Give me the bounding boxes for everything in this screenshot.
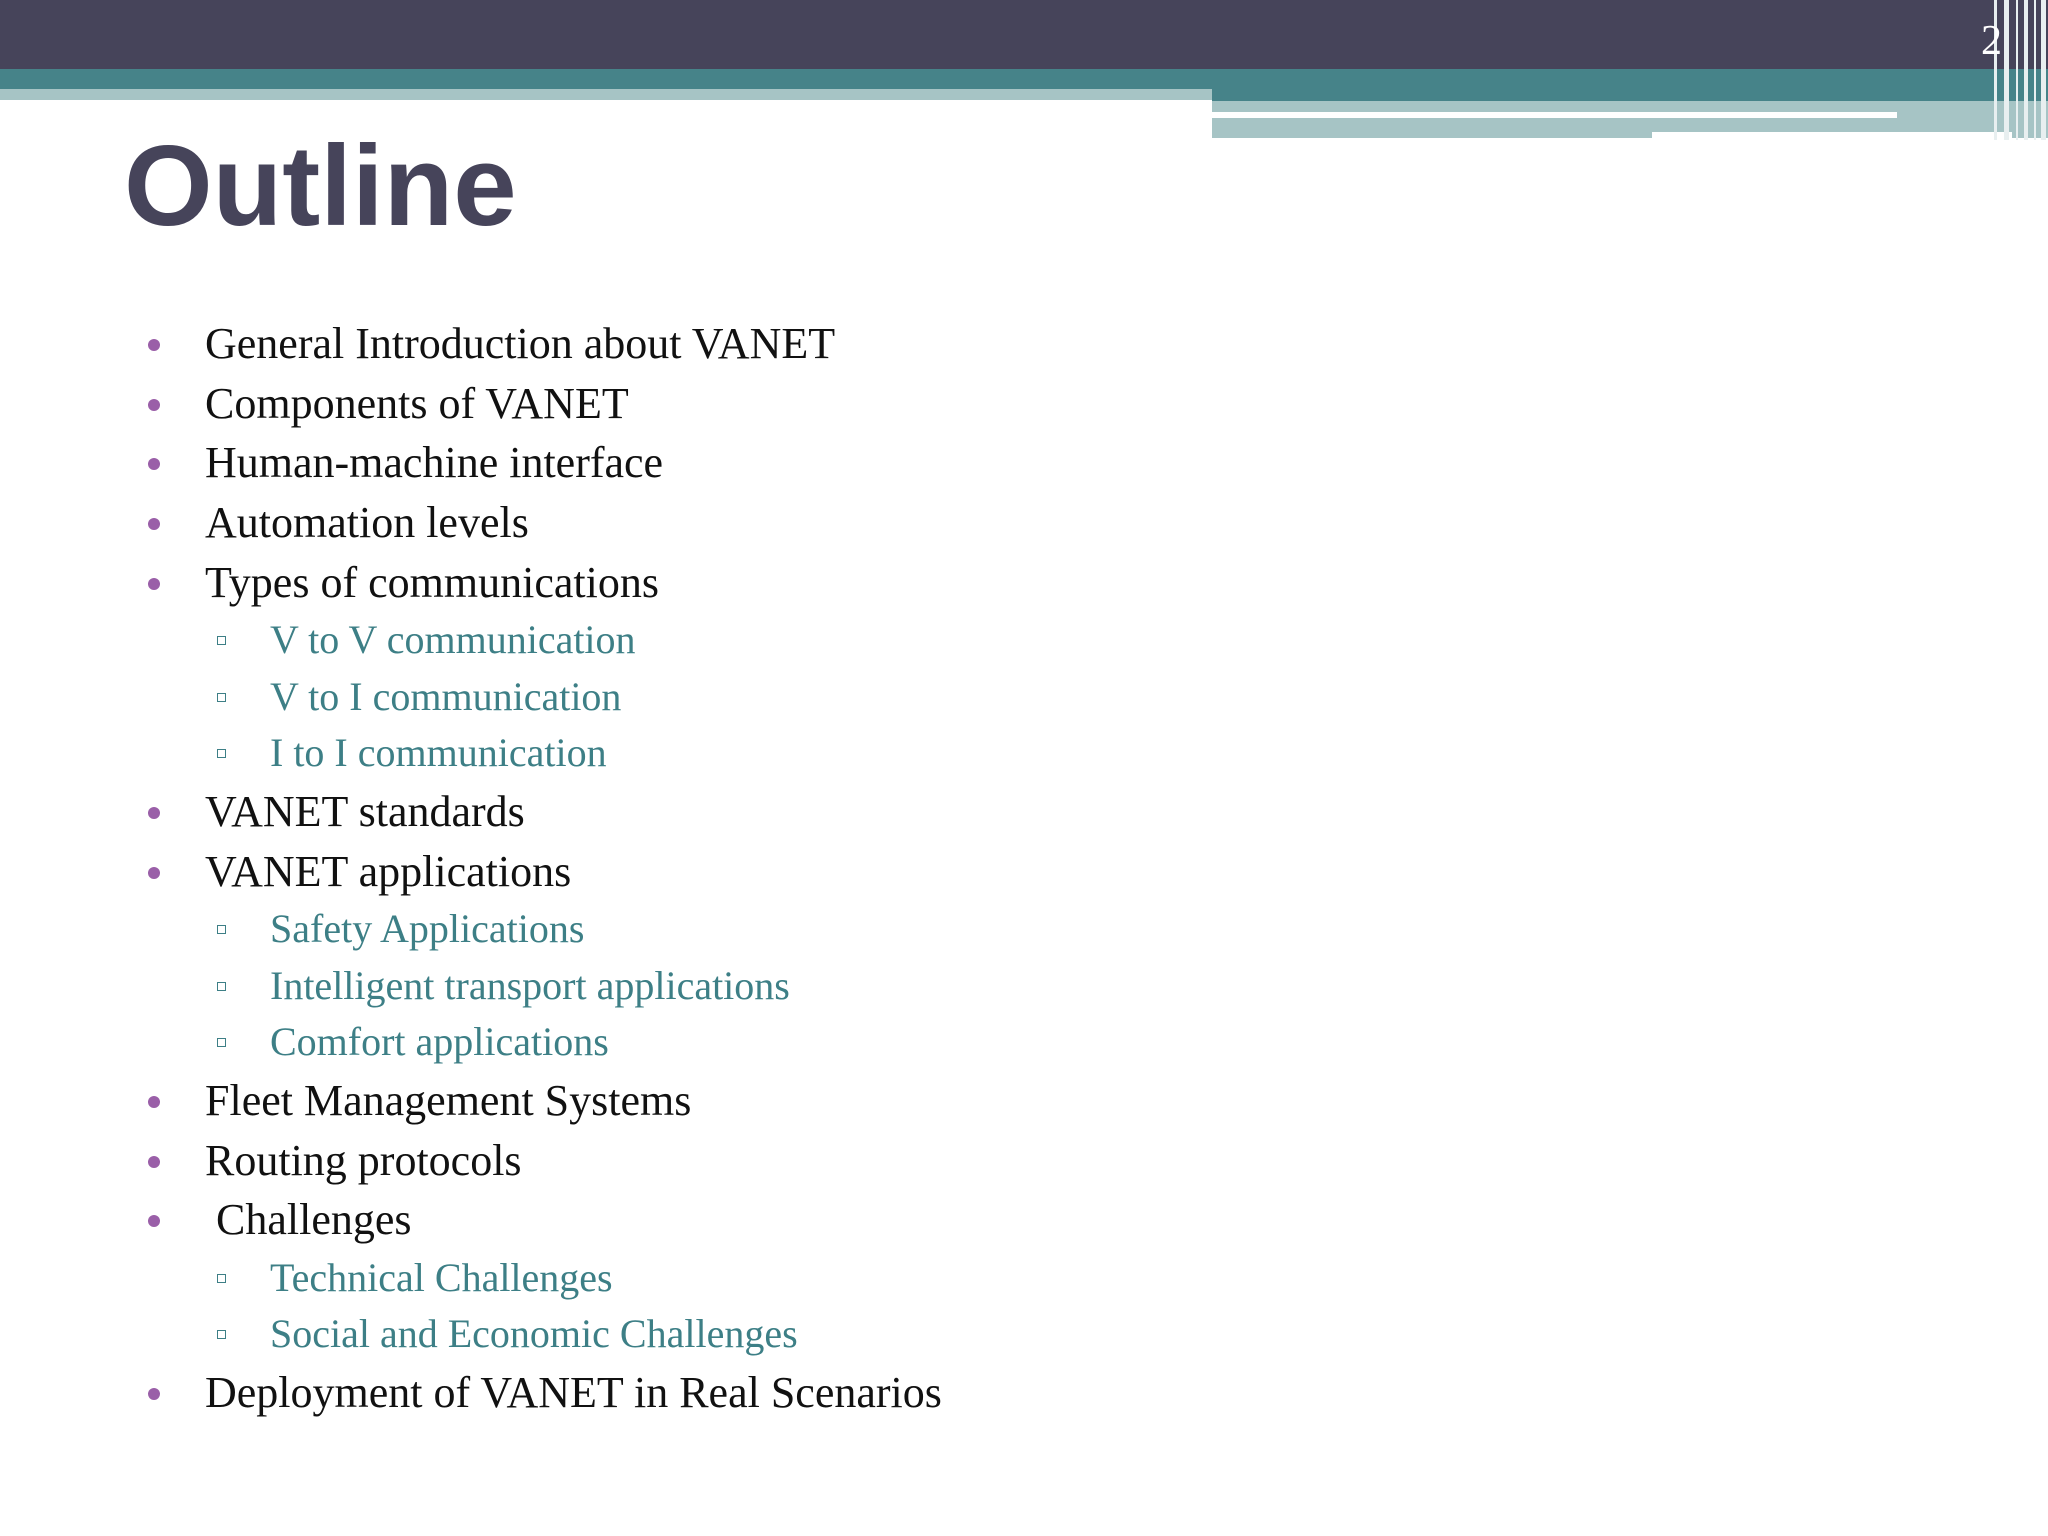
bullet-dot-icon: [148, 867, 160, 879]
outline-subitem-text: Comfort applications: [270, 1019, 609, 1065]
header-band-teal: [0, 69, 2048, 89]
slide-title: Outline: [124, 123, 517, 250]
outline-subitem: [0, 958, 2048, 1015]
bullet-dot-icon: [148, 1096, 160, 1108]
outline-subitem-text: Intelligent transport applications: [270, 962, 790, 1008]
outline-item: [0, 1131, 2048, 1191]
page-number: 2: [1981, 18, 2002, 64]
bullet-dot-icon: [148, 339, 160, 351]
outline-subitem: [0, 1014, 2048, 1071]
outline-subitem-text: Safety Applications: [270, 906, 585, 952]
outline-subitem-text: V to V communication: [270, 617, 636, 663]
bullet-dot-icon: [148, 518, 160, 530]
outline-subitem: [0, 669, 2048, 726]
bullet-dot-icon: [148, 1156, 160, 1168]
outline-item-text: VANET applications: [205, 846, 572, 896]
bullet-dot-icon: [148, 807, 160, 819]
outline-item-text: Types of communications: [205, 557, 659, 607]
outline-item: [0, 1363, 2048, 1423]
bullet-square-icon: [217, 636, 226, 645]
outline-subitem: [0, 612, 2048, 669]
header-white-notch: [1652, 132, 2012, 138]
bullet-square-icon: [217, 982, 226, 991]
outline-item-text: Human-machine interface: [205, 438, 664, 488]
outline-item: [0, 553, 2048, 613]
outline-subitem-text: Social and Economic Challenges: [270, 1311, 798, 1357]
outline-item-text: Fleet Management Systems: [205, 1075, 692, 1125]
outline-subitem-text: I to I communication: [270, 730, 607, 776]
header-band-teal-right: [1212, 89, 2048, 101]
outline-item: [0, 842, 2048, 902]
bullet-square-icon: [217, 749, 226, 758]
outline-item-text: VANET standards: [205, 786, 525, 836]
outline-item: [0, 782, 2048, 842]
outline-item: [0, 1190, 2048, 1250]
bullet-dot-icon: [148, 578, 160, 590]
outline-item: [0, 1071, 2048, 1131]
outline-item-text: Deployment of VANET in Real Scenarios: [205, 1367, 942, 1417]
bullet-square-icon: [217, 693, 226, 702]
outline-item: [0, 493, 2048, 553]
bullet-dot-icon: [148, 1215, 160, 1227]
outline-list: [0, 314, 2048, 1423]
outline-subitem: [0, 1250, 2048, 1307]
header-band-light-left: [0, 89, 1212, 100]
outline-item-text: Automation levels: [205, 498, 529, 548]
outline-item: [0, 374, 2048, 434]
outline-subitem-text: V to I communication: [270, 673, 622, 719]
outline-item-text: Routing protocols: [205, 1135, 522, 1185]
outline-item: [0, 314, 2048, 374]
header-white-stripe: [1212, 112, 1897, 118]
outline-subitem: [0, 725, 2048, 782]
bullet-square-icon: [217, 1274, 226, 1283]
header-band-dark: [0, 0, 2048, 69]
outline-subitem: [0, 1306, 2048, 1363]
outline-item-text: General Introduction about VANET: [205, 319, 836, 368]
bullet-dot-icon: [148, 1388, 160, 1400]
outline-item-text: Components of VANET: [205, 378, 629, 428]
outline-subitem-text: Technical Challenges: [270, 1254, 613, 1300]
bullet-square-icon: [217, 925, 226, 934]
outline-item: [0, 433, 2048, 493]
outline-subitem: [0, 901, 2048, 958]
bullet-square-icon: [217, 1038, 226, 1047]
bullet-square-icon: [217, 1330, 226, 1339]
bullet-dot-icon: [148, 458, 160, 470]
outline-item-text: Challenges: [205, 1195, 412, 1245]
bullet-dot-icon: [148, 399, 160, 411]
